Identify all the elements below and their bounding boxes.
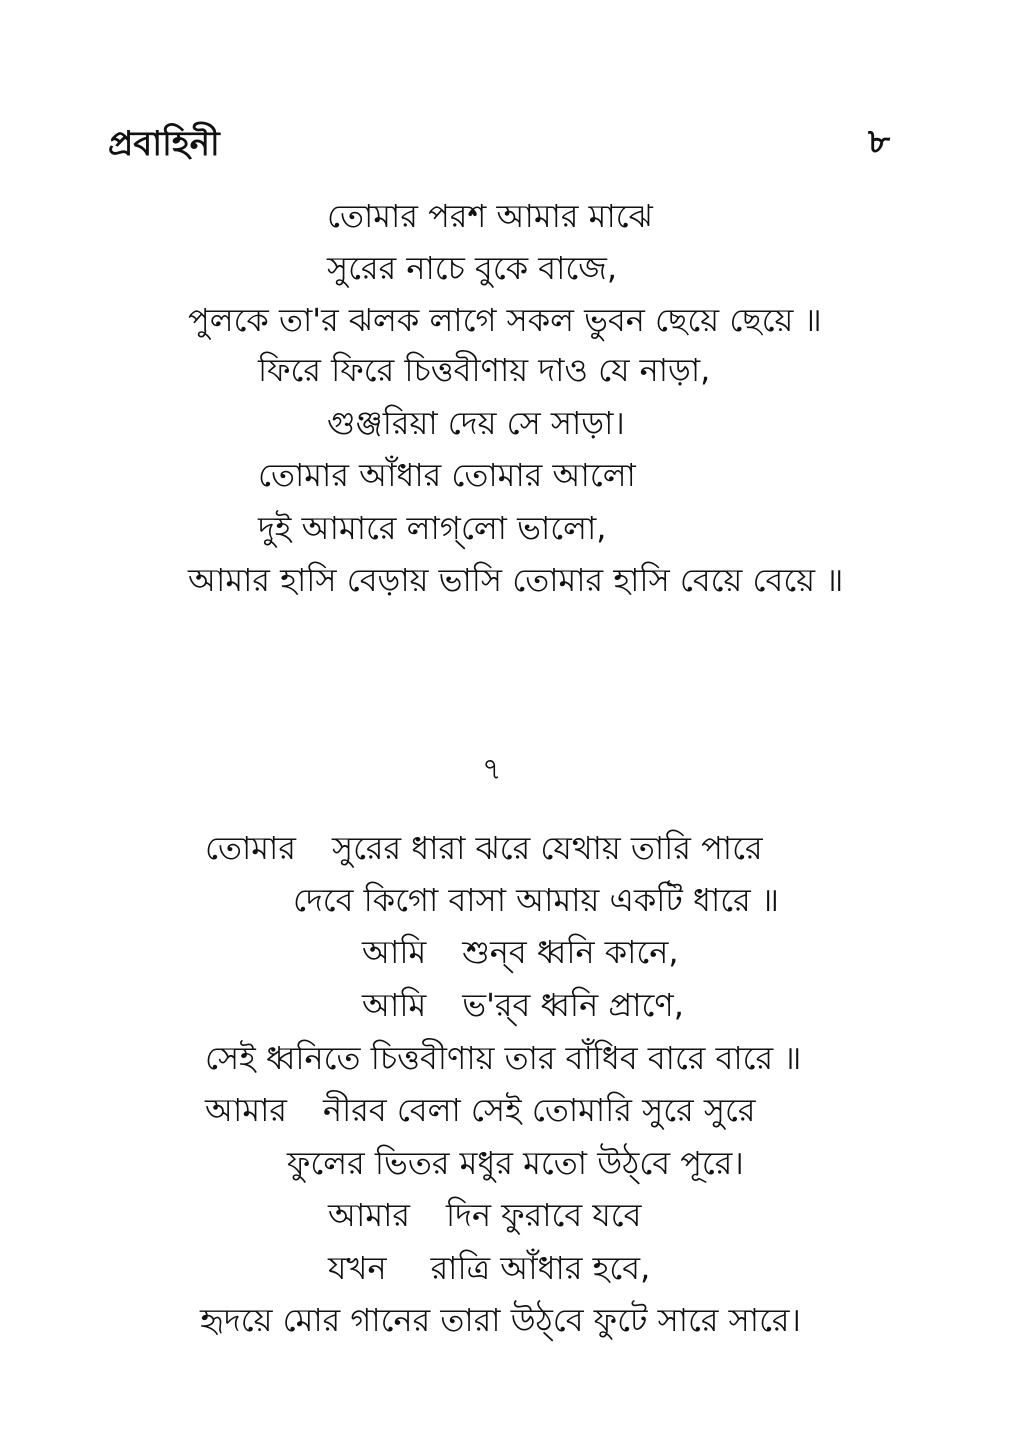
line-text: শুন্‌ব ধ্বনি কানে, <box>462 933 679 971</box>
poem-line <box>200 1300 801 1340</box>
poem-line <box>293 880 779 920</box>
line-text: সেই ধ্বনিতে চিত্তবীণায় তার বাঁধিব বারে বারে ॥ <box>205 1039 802 1077</box>
line-lead-word: আমি <box>362 986 427 1024</box>
line-text: রাত্রি আঁধার হবে, <box>430 1249 651 1287</box>
poem-line <box>362 932 679 972</box>
poem-line <box>328 1195 641 1235</box>
line-text: দেবে কিগো বাসা আমায় একটি ধারে ॥ <box>293 881 779 919</box>
poem-line <box>362 985 684 1025</box>
line-text: দিন ফুরাবে যবে <box>445 1196 642 1234</box>
line-text: ফুলের ভিতর মধুর মতো উঠ্‌বে পূরে। <box>287 1144 744 1182</box>
line-lead-word: আমি <box>362 933 427 971</box>
poem-line: তোমার পরশ আমার মাঝে <box>327 197 653 235</box>
page-number: ৮ <box>868 122 891 162</box>
poem-line <box>328 1248 650 1288</box>
poem-line: পুলকে তা'র ঝলক লাগে সকল ভুবন ছেয়ে ছেয়ে ॥ <box>188 301 822 339</box>
poem-line <box>205 1038 801 1078</box>
line-text: হৃদয়ে মোর গানের তারা উঠ্‌বে ফুটে সারে সারে। <box>200 1301 801 1339</box>
line-text: ভ'র্‌ব ধ্বনি প্রাণে, <box>462 986 684 1024</box>
poem-line: ফিরে ফিরে চিত্তবীণায় দাও যে নাড়া, <box>258 351 711 389</box>
poem-line <box>205 828 763 868</box>
poem-line: দুই আমারে লাগ্‌লো ভালো, <box>258 509 607 547</box>
song-number: ৭ <box>482 752 502 787</box>
poem-line: সুরের নাচে বুকে বাজে, <box>327 249 618 287</box>
poem-line: আমার হাসি বেড়ায় ভাসি তোমার হাসি বেয়ে বেয়ে ॥ <box>188 561 844 599</box>
line-lead-word: আমার <box>205 1091 287 1129</box>
line-lead-word: যখন <box>328 1249 387 1287</box>
line-text: সুরের ধারা ঝরে যেথায় তারি পারে <box>331 829 763 867</box>
poem-line <box>287 1143 744 1183</box>
running-title: প্রবাহিনী <box>108 124 220 164</box>
poem-line: গুঞ্জরিয়া দেয় সে সাড়া। <box>327 404 625 442</box>
poem-line <box>205 1090 755 1130</box>
line-text: নীরব বেলা সেই তোমারি সুরে সুরে <box>322 1091 756 1129</box>
line-lead-word: তোমার <box>205 829 296 867</box>
line-lead-word: আমার <box>328 1196 410 1234</box>
poem-line: তোমার আঁধার তোমার আলো <box>258 456 636 494</box>
